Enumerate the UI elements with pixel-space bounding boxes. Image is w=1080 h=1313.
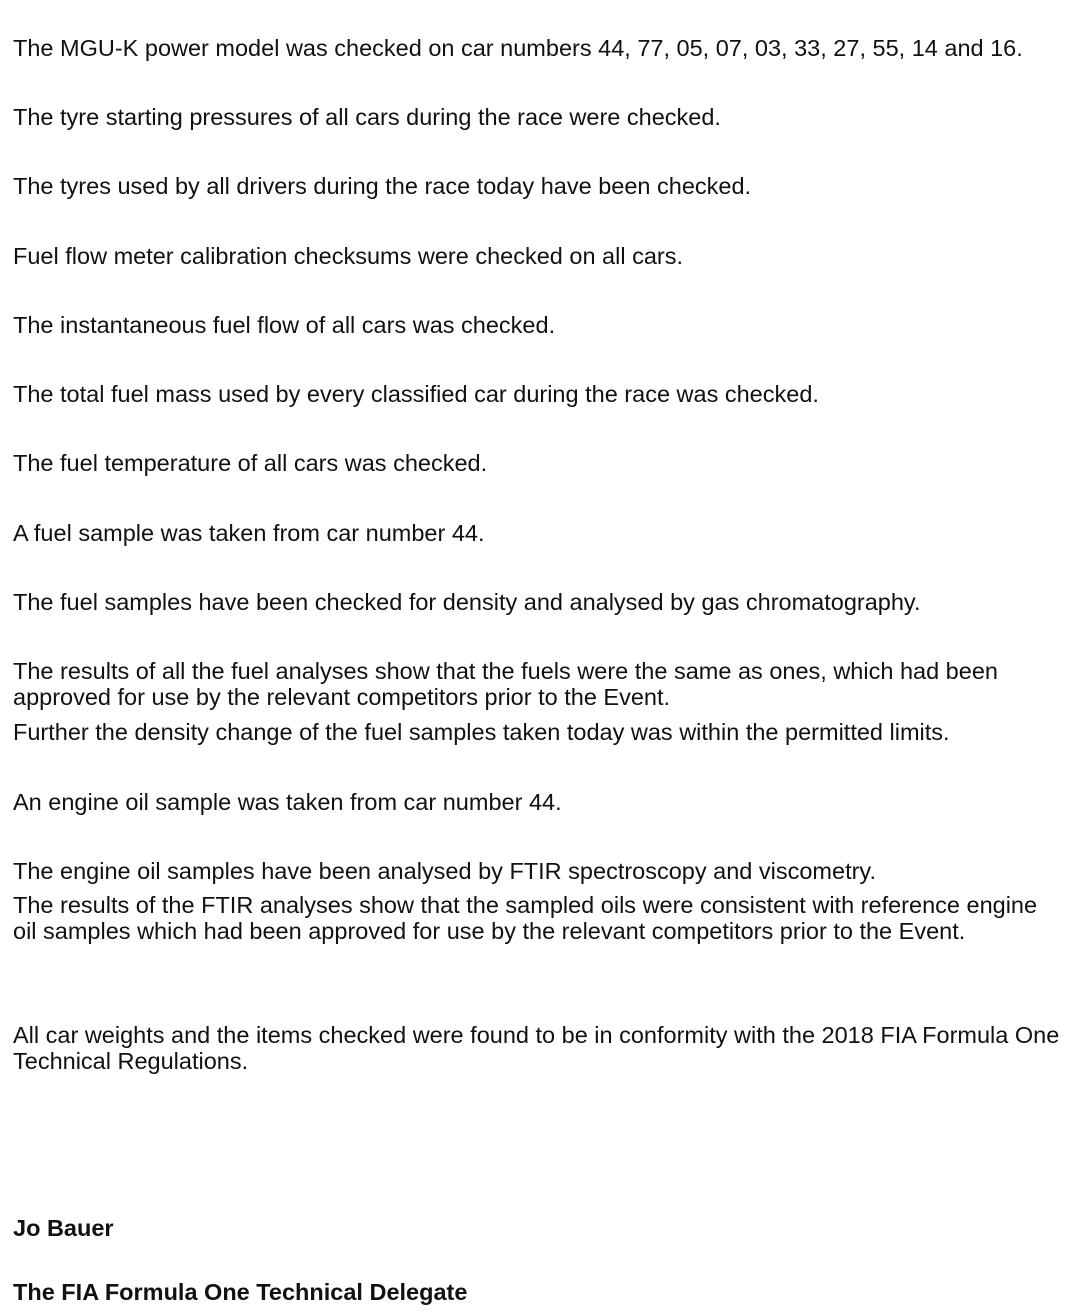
text-line: The total fuel mass used by every classified car during the race was checked.: [13, 381, 819, 407]
paragraph-fuel-flow-meter: [13, 243, 1073, 269]
text-line: Further the density change of the fuel samples taken today was within the permitted limits.: [13, 719, 950, 745]
paragraph-density-change: [13, 719, 1073, 745]
signature-name: Jo Bauer: [13, 1215, 114, 1241]
paragraph-fuel-temperature: [13, 450, 1073, 476]
text-line: An engine oil sample was taken from car number 44.: [13, 789, 562, 815]
text-line: Fuel flow meter calibration checksums were checked on all cars.: [13, 243, 684, 269]
paragraph-engine-oil-analysed: [13, 858, 1073, 884]
paragraph-tyres-used: [13, 173, 1073, 199]
text-line: The fuel samples have been checked for density and analysed by gas chromatography.: [13, 589, 921, 615]
text-line: The instantaneous fuel flow of all cars was checked.: [13, 312, 556, 338]
text-line: All car weights and the items checked were found to be in conformity with the 2018 FIA Formula One: [13, 1022, 1060, 1048]
paragraph-tyre-pressures: [13, 104, 1073, 130]
text-line: approved for use by the relevant competitors prior to the Event.: [13, 684, 671, 710]
paragraph-conformity: [13, 1022, 1073, 1074]
text-line: The engine oil samples have been analysed by FTIR spectroscopy and viscometry.: [13, 858, 876, 884]
paragraph-fuel-samples-checked: [13, 589, 1073, 615]
paragraph-ftir-results: [13, 892, 1073, 944]
text-line: The results of the FTIR analyses show that the sampled oils were consistent with reference engine: [13, 892, 1038, 918]
paragraph-mguk-check: [13, 35, 1073, 61]
text-line: oil samples which had been approved for use by the relevant competitors prior to the Event.: [13, 918, 966, 944]
paragraph-fuel-sample: [13, 520, 1073, 546]
text-line: A fuel sample was taken from car number 44.: [13, 520, 485, 546]
text-line: The tyre starting pressures of all cars during the race were checked.: [13, 104, 721, 130]
text-line: Technical Regulations.: [13, 1048, 249, 1074]
paragraph-fuel-analyses-results: [13, 658, 1073, 710]
paragraph-engine-oil-sample: [13, 789, 1073, 815]
paragraph-total-fuel-mass: [13, 381, 1073, 407]
text-line: The results of all the fuel analyses show that the fuels were the same as ones, which had been: [13, 658, 998, 684]
signature-title: The FIA Formula One Technical Delegate: [13, 1279, 468, 1305]
text-line: The fuel temperature of all cars was checked.: [13, 450, 488, 476]
text-line: The tyres used by all drivers during the race today have been checked.: [13, 173, 752, 199]
paragraph-instantaneous-fuel-flow: [13, 312, 1073, 338]
text-line: The MGU-K power model was checked on car numbers 44, 77, 05, 07, 03, 33, 27, 55, 14 and 16.: [13, 35, 1023, 61]
